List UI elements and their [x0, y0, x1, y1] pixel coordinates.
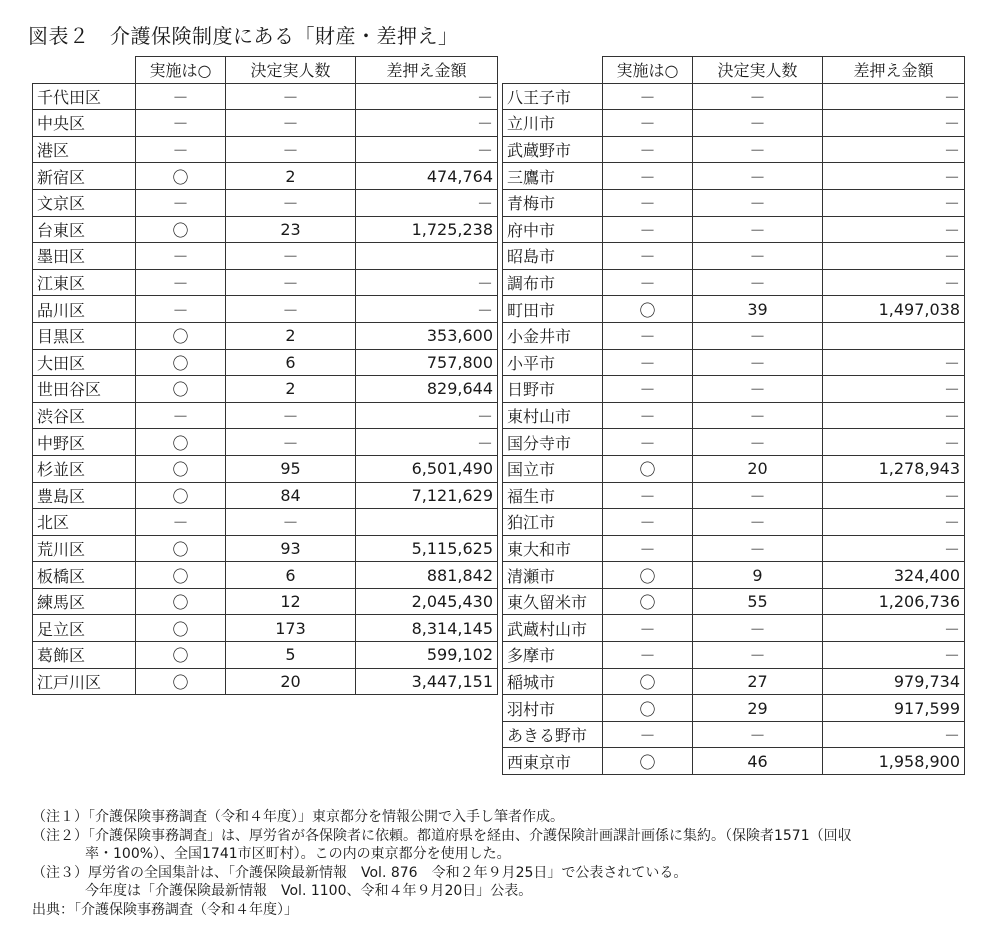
municipality-name: 国立市 — [503, 455, 603, 482]
implemented-mark: － — [136, 189, 226, 216]
table-row — [503, 748, 965, 775]
seizure-amount — [356, 243, 498, 270]
decision-count: － — [226, 243, 356, 270]
seizure-amount: 3,447,151 — [356, 668, 498, 695]
municipality-name: 新宿区 — [33, 163, 136, 190]
header-implemented: 実施は○ — [136, 57, 226, 84]
implemented-mark: － — [603, 163, 693, 190]
municipality-name: 目黒区 — [33, 322, 136, 349]
seizure-amount — [356, 509, 498, 536]
implemented-mark: 〇 — [136, 562, 226, 589]
table-row — [503, 615, 965, 642]
decision-count: 2 — [226, 376, 356, 403]
municipality-name: 昭島市 — [503, 243, 603, 270]
note-3: （注３）厚労省の全国集計は、「介護保険最新情報 Vol. 876 令和２年９月25日」で公表されている。 — [32, 864, 688, 881]
municipality-name: 文京区 — [33, 189, 136, 216]
seizure-amount: － — [823, 243, 965, 270]
implemented-mark: 〇 — [136, 216, 226, 243]
table-row — [503, 402, 965, 429]
municipality-name: 多摩市 — [503, 642, 603, 669]
municipality-name: 中央区 — [33, 110, 136, 137]
municipality-name: 練馬区 — [33, 588, 136, 615]
implemented-mark: － — [603, 615, 693, 642]
municipality-name: 三鷹市 — [503, 163, 603, 190]
seizure-amount: － — [823, 216, 965, 243]
municipality-name: 府中市 — [503, 216, 603, 243]
decision-count: 6 — [226, 562, 356, 589]
table-row — [503, 189, 965, 216]
municipality-name: 稲城市 — [503, 668, 603, 695]
decision-count: － — [693, 136, 823, 163]
seizure-amount: － — [823, 163, 965, 190]
table-row — [503, 642, 965, 669]
implemented-mark: 〇 — [603, 296, 693, 323]
seizure-amount: － — [823, 535, 965, 562]
municipality-name: 調布市 — [503, 269, 603, 296]
implemented-mark: － — [136, 243, 226, 270]
implemented-mark: － — [136, 509, 226, 536]
table-row — [503, 296, 965, 323]
implemented-mark: － — [603, 376, 693, 403]
implemented-mark: － — [603, 83, 693, 110]
seizure-amount: 6,501,490 — [356, 455, 498, 482]
seizure-amount: 1,497,038 — [823, 296, 965, 323]
implemented-mark: － — [603, 216, 693, 243]
decision-count: 93 — [226, 535, 356, 562]
municipality-name: 江戸川区 — [33, 668, 136, 695]
municipality-name: 渋谷区 — [33, 402, 136, 429]
seizure-amount: － — [356, 429, 498, 456]
municipality-name: 足立区 — [33, 615, 136, 642]
implemented-mark: 〇 — [136, 349, 226, 376]
seizure-amount: － — [823, 376, 965, 403]
implemented-mark: 〇 — [136, 668, 226, 695]
decision-count: － — [693, 376, 823, 403]
table-row — [33, 189, 498, 216]
header-blank — [503, 57, 603, 84]
decision-count: 95 — [226, 455, 356, 482]
implemented-mark: － — [136, 269, 226, 296]
implemented-mark: － — [603, 269, 693, 296]
decision-count: 27 — [693, 668, 823, 695]
seizure-amount: 474,764 — [356, 163, 498, 190]
municipality-name: あきる野市 — [503, 721, 603, 748]
implemented-mark: － — [603, 402, 693, 429]
implemented-mark: － — [603, 243, 693, 270]
table-row — [503, 349, 965, 376]
seizure-amount: 757,800 — [356, 349, 498, 376]
seizure-amount: － — [356, 269, 498, 296]
decision-count: － — [693, 535, 823, 562]
decision-count: － — [693, 509, 823, 536]
header-blank — [33, 57, 136, 84]
table-row — [33, 482, 498, 509]
municipality-name: 東久留米市 — [503, 588, 603, 615]
note-1: （注１）「介護保険事務調査（令和４年度）」東京都分を情報公開で入手し筆者作成。 — [32, 809, 564, 825]
decision-count: － — [693, 429, 823, 456]
seizure-amount: 5,115,625 — [356, 535, 498, 562]
seizure-amount: 8,314,145 — [356, 615, 498, 642]
table-row — [33, 535, 498, 562]
note-2-cont: 率・100%）、全国1741市区町村）。この内の東京都分を使用した。 — [85, 846, 511, 862]
municipality-name: 立川市 — [503, 110, 603, 137]
municipality-name: 板橋区 — [33, 562, 136, 589]
table-row — [33, 615, 498, 642]
implemented-mark: － — [136, 296, 226, 323]
decision-count: － — [226, 269, 356, 296]
decision-count: － — [693, 189, 823, 216]
municipality-name: 葛飾区 — [33, 642, 136, 669]
header-count: 決定実人数 — [226, 57, 356, 84]
municipality-name: 港区 — [33, 136, 136, 163]
decision-count: 39 — [693, 296, 823, 323]
municipality-name: 世田谷区 — [33, 376, 136, 403]
municipality-name: 小平市 — [503, 349, 603, 376]
seizure-amount — [823, 322, 965, 349]
seizure-amount: － — [356, 296, 498, 323]
decision-count: － — [226, 136, 356, 163]
table-row — [503, 429, 965, 456]
decision-count: 20 — [693, 455, 823, 482]
implemented-mark: 〇 — [136, 535, 226, 562]
implemented-mark: 〇 — [136, 642, 226, 669]
decision-count: 6 — [226, 349, 356, 376]
table-row — [503, 322, 965, 349]
table-row — [503, 376, 965, 403]
header-row — [33, 57, 498, 84]
decision-count: 173 — [226, 615, 356, 642]
decision-count: － — [693, 349, 823, 376]
table-row — [33, 402, 498, 429]
seizure-amount: 324,400 — [823, 562, 965, 589]
seizure-amount: － — [823, 402, 965, 429]
municipality-name: 千代田区 — [33, 83, 136, 110]
municipality-name: 中野区 — [33, 429, 136, 456]
seizure-amount: － — [356, 83, 498, 110]
seizure-amount: 979,734 — [823, 668, 965, 695]
seizure-amount: 599,102 — [356, 642, 498, 669]
table-row — [33, 349, 498, 376]
footnotes — [32, 808, 852, 919]
implemented-mark: 〇 — [136, 376, 226, 403]
table-row — [503, 482, 965, 509]
municipality-name: 小金井市 — [503, 322, 603, 349]
seizure-amount: － — [823, 136, 965, 163]
note-2: （注２）「介護保険事務調査」は、厚労省が各保険者に依頼。都道府県を経由、介護保険計画課計画係に集約。（保険者1571（回収 — [32, 827, 852, 844]
implemented-mark: 〇 — [603, 748, 693, 775]
implemented-mark: － — [603, 509, 693, 536]
seizure-amount: － — [823, 429, 965, 456]
seizure-amount: － — [356, 402, 498, 429]
municipality-name: 八王子市 — [503, 83, 603, 110]
implemented-mark: 〇 — [136, 429, 226, 456]
decision-count: － — [693, 243, 823, 270]
municipality-name: 日野市 — [503, 376, 603, 403]
table-row — [33, 509, 498, 536]
municipality-name: 西東京市 — [503, 748, 603, 775]
table-row — [33, 269, 498, 296]
decision-count: 2 — [226, 163, 356, 190]
table-row — [33, 455, 498, 482]
seizure-amount: － — [823, 642, 965, 669]
seizure-amount: － — [356, 110, 498, 137]
seizure-amount: 829,644 — [356, 376, 498, 403]
municipality-name: 荒川区 — [33, 535, 136, 562]
seizure-amount: 1,725,238 — [356, 216, 498, 243]
table-row — [33, 110, 498, 137]
municipality-name: 国分寺市 — [503, 429, 603, 456]
table-row — [33, 243, 498, 270]
table-row — [503, 83, 965, 110]
decision-count: 46 — [693, 748, 823, 775]
municipality-name: 福生市 — [503, 482, 603, 509]
seizure-amount: － — [823, 83, 965, 110]
implemented-mark: 〇 — [136, 588, 226, 615]
table-row — [503, 110, 965, 137]
table-row — [33, 429, 498, 456]
implemented-mark: － — [603, 535, 693, 562]
seizure-amount: － — [823, 721, 965, 748]
implemented-mark: 〇 — [603, 668, 693, 695]
table-row — [33, 296, 498, 323]
municipality-name: 杉並区 — [33, 455, 136, 482]
table-row — [503, 588, 965, 615]
header-count: 決定実人数 — [693, 57, 823, 84]
decision-count: － — [693, 482, 823, 509]
decision-count: － — [226, 296, 356, 323]
implemented-mark: － — [603, 429, 693, 456]
ward-table — [32, 56, 498, 695]
implemented-mark: － — [603, 349, 693, 376]
decision-count: 12 — [226, 588, 356, 615]
municipality-name: 大田区 — [33, 349, 136, 376]
seizure-amount: 7,121,629 — [356, 482, 498, 509]
header-amount: 差押え金額 — [356, 57, 498, 84]
implemented-mark: － — [603, 136, 693, 163]
seizure-amount: 917,599 — [823, 695, 965, 722]
implemented-mark: － — [136, 136, 226, 163]
seizure-amount: － — [356, 189, 498, 216]
table-row — [33, 322, 498, 349]
table-row — [503, 455, 965, 482]
decision-count: 20 — [226, 668, 356, 695]
header-amount: 差押え金額 — [823, 57, 965, 84]
table-row — [33, 83, 498, 110]
table-row — [503, 562, 965, 589]
header-row — [503, 57, 965, 84]
implemented-mark: － — [136, 110, 226, 137]
municipality-name: 羽村市 — [503, 695, 603, 722]
decision-count: － — [226, 83, 356, 110]
table-row — [503, 243, 965, 270]
municipality-name: 品川区 — [33, 296, 136, 323]
implemented-mark: － — [603, 721, 693, 748]
decision-count: － — [226, 402, 356, 429]
table-row — [33, 668, 498, 695]
implemented-mark: 〇 — [136, 455, 226, 482]
implemented-mark: － — [603, 110, 693, 137]
implemented-mark: － — [603, 482, 693, 509]
table-row — [503, 163, 965, 190]
implemented-mark: 〇 — [603, 588, 693, 615]
table-row — [33, 136, 498, 163]
seizure-amount: － — [823, 269, 965, 296]
implemented-mark: 〇 — [136, 615, 226, 642]
decision-count: 9 — [693, 562, 823, 589]
decision-count: － — [693, 110, 823, 137]
decision-count: 2 — [226, 322, 356, 349]
table-row — [33, 376, 498, 403]
decision-count: － — [693, 163, 823, 190]
decision-count: － — [226, 429, 356, 456]
decision-count: － — [693, 615, 823, 642]
decision-count: 55 — [693, 588, 823, 615]
table-row — [33, 642, 498, 669]
municipality-name: 墨田区 — [33, 243, 136, 270]
municipality-name: 台東区 — [33, 216, 136, 243]
seizure-amount: － — [356, 136, 498, 163]
seizure-amount: 881,842 — [356, 562, 498, 589]
seizure-amount: － — [823, 349, 965, 376]
municipality-name: 東大和市 — [503, 535, 603, 562]
decision-count: 23 — [226, 216, 356, 243]
decision-count: － — [693, 721, 823, 748]
implemented-mark: 〇 — [136, 322, 226, 349]
decision-count: － — [693, 402, 823, 429]
header-implemented: 実施は○ — [603, 57, 693, 84]
seizure-amount: 2,045,430 — [356, 588, 498, 615]
seizure-amount: － — [823, 189, 965, 216]
seizure-amount: － — [823, 110, 965, 137]
table-row — [503, 509, 965, 536]
seizure-amount: － — [823, 509, 965, 536]
decision-count: － — [693, 216, 823, 243]
municipality-name: 青梅市 — [503, 189, 603, 216]
municipality-name: 東村山市 — [503, 402, 603, 429]
seizure-amount: － — [823, 615, 965, 642]
municipality-name: 清瀬市 — [503, 562, 603, 589]
implemented-mark: － — [136, 83, 226, 110]
table-row — [33, 216, 498, 243]
decision-count: － — [693, 83, 823, 110]
decision-count: － — [693, 642, 823, 669]
municipality-name: 江東区 — [33, 269, 136, 296]
implemented-mark: 〇 — [136, 163, 226, 190]
note-3-cont: 今年度は「介護保険最新情報 Vol. 1100、令和４年９月20日」公表。 — [85, 883, 533, 899]
municipality-name: 北区 — [33, 509, 136, 536]
table-row — [503, 136, 965, 163]
municipality-name: 町田市 — [503, 296, 603, 323]
seizure-amount: 1,206,736 — [823, 588, 965, 615]
table-row — [503, 535, 965, 562]
figure-title: 図表２ 介護保険制度にある「財産・差押え」 — [28, 24, 459, 48]
seizure-amount: 1,278,943 — [823, 455, 965, 482]
seizure-amount: － — [823, 482, 965, 509]
source: 出典：「介護保険事務調査（令和４年度）」 — [32, 901, 298, 918]
implemented-mark: 〇 — [603, 562, 693, 589]
decision-count: 29 — [693, 695, 823, 722]
city-table — [502, 56, 965, 775]
table-row — [503, 668, 965, 695]
implemented-mark: － — [136, 402, 226, 429]
table-row — [503, 695, 965, 722]
decision-count: － — [693, 269, 823, 296]
decision-count: － — [693, 322, 823, 349]
decision-count: － — [226, 110, 356, 137]
decision-count: 5 — [226, 642, 356, 669]
decision-count: 84 — [226, 482, 356, 509]
municipality-name: 狛江市 — [503, 509, 603, 536]
table-row — [503, 216, 965, 243]
implemented-mark: 〇 — [603, 695, 693, 722]
table-row — [503, 721, 965, 748]
table-row — [503, 269, 965, 296]
municipality-name: 武蔵野市 — [503, 136, 603, 163]
decision-count: － — [226, 509, 356, 536]
table-row — [33, 163, 498, 190]
implemented-mark: － — [603, 189, 693, 216]
seizure-amount: 1,958,900 — [823, 748, 965, 775]
seizure-amount: 353,600 — [356, 322, 498, 349]
decision-count: － — [226, 189, 356, 216]
implemented-mark: － — [603, 322, 693, 349]
table-row — [33, 562, 498, 589]
municipality-name: 武蔵村山市 — [503, 615, 603, 642]
implemented-mark: 〇 — [136, 482, 226, 509]
implemented-mark: － — [603, 642, 693, 669]
implemented-mark: 〇 — [603, 455, 693, 482]
municipality-name: 豊島区 — [33, 482, 136, 509]
table-row — [33, 588, 498, 615]
